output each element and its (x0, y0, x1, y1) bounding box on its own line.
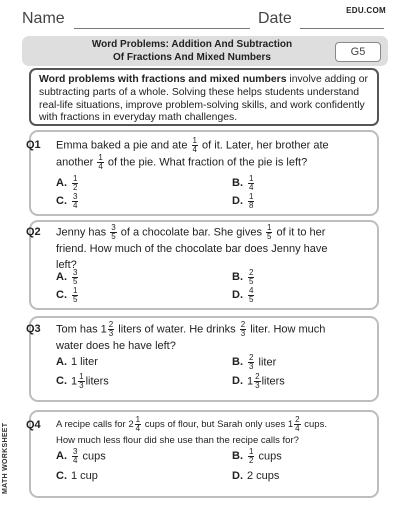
title-line-2: Of Fractions And Mixed Numbers (113, 52, 271, 63)
name-line (74, 28, 250, 29)
intro-bold: Word problems with fractions and mixed numbers (39, 74, 287, 85)
option-a[interactable]: A. $\frac{1}{2}$ (56, 174, 78, 192)
edu-logo: EDU.COM (346, 6, 386, 15)
option-a[interactable]: A. $\frac{3}{5}$ (56, 268, 78, 286)
worksheet-title (22, 38, 362, 64)
side-label: MATH WORKSHEET (2, 422, 9, 494)
option-d[interactable]: D. $\frac{1}{8}$ (232, 192, 254, 210)
question-number: Q1 (26, 139, 41, 151)
option-c[interactable]: C. 1 $\frac{1}{3}$ liters (56, 372, 109, 390)
option-b[interactable]: B. $\frac{2}{5}$ (232, 268, 254, 286)
fraction: $\frac{1}{4}$ (192, 136, 197, 154)
fraction: $\frac{2}{3}$ (108, 320, 114, 338)
option-a[interactable]: A. 1 liter (56, 356, 98, 368)
option-c[interactable]: C. $\frac{3}{4}$ (56, 192, 78, 210)
intro-box (29, 68, 379, 126)
title-line-1: Word Problems: Addition And Subtraction (91, 39, 293, 50)
option-d[interactable]: D. 2 cups (232, 470, 280, 482)
fraction: $\frac{2}{3}$ (240, 320, 246, 338)
option-d[interactable]: D. 1 $\frac{2}{3}$ liters (232, 372, 285, 390)
question-text: Tom has 1 $\frac{2}{3}$ liters of water. He drinks $\frac{2}{3}$ liter. How much water does he have left? (56, 320, 326, 352)
option-a[interactable]: A. $\frac{3}{4}$ cups (56, 447, 106, 465)
question-text: Emma baked a pie and ate $\frac{1}{4}$ of it. Later, her brother ate another $\frac{1}{4}$ of the pie. What fraction of the pie is left? (56, 136, 329, 171)
question-text: Jenny has $\frac{3}{5}$ of a chocolate bar. She gives $\frac{1}{5}$ of it to her friend. How much of the chocolate bar does Jenny have left? (56, 223, 328, 271)
grade-badge: G5 (335, 42, 381, 62)
option-b[interactable]: B. $\frac{2}{3}$ liter (232, 353, 277, 371)
intro-text: involve adding or subtracting parts of a whole. Solving these helps students understand real-life situations, improve problem-solving skills, and work confidently with fractions in everyday math challenges. (39, 74, 368, 124)
date-line (300, 28, 384, 29)
question-number: Q3 (26, 323, 41, 335)
fraction: $\frac{1}{4}$ (135, 415, 141, 433)
option-b[interactable]: B. $\frac{1}{4}$ (232, 174, 254, 192)
fraction: $\frac{3}{5}$ (111, 223, 116, 241)
date-label: Date (258, 10, 292, 27)
fraction: $\frac{1}{4}$ (98, 153, 103, 171)
question-number: Q2 (26, 226, 41, 238)
name-label: Name (22, 10, 65, 27)
option-c[interactable]: C. 1 cup (56, 470, 98, 482)
fraction: $\frac{2}{4}$ (295, 415, 300, 433)
option-c[interactable]: C. $\frac{1}{5}$ (56, 286, 78, 304)
question-text: A recipe calls for 2 $\frac{1}{4}$ cups of flour, but Sarah only uses 1 $\frac{2}{4}$ cups. How much less flour did she use than the recipe calls for? (56, 415, 327, 447)
question-number: Q4 (26, 419, 41, 431)
option-d[interactable]: D. $\frac{4}{5}$ (232, 286, 254, 304)
option-b[interactable]: B. $\frac{1}{2}$ cups (232, 447, 282, 465)
fraction: $\frac{1}{5}$ (267, 223, 272, 241)
